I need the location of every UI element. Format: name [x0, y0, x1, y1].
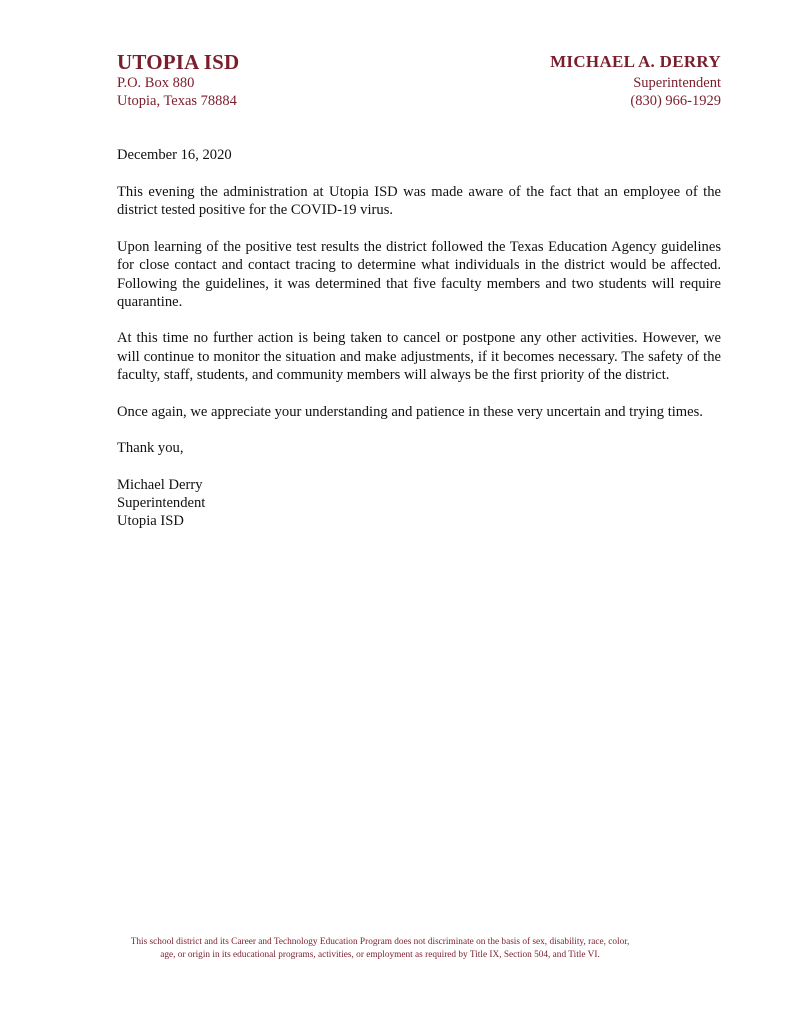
footer-line-1: This school district and its Career and Technology Education Program does not discriminate on the basis of sex, disability, race, color,	[130, 937, 630, 947]
letter-paragraph-1: This evening the administration at Utopia ISD was made aware of the fact that an employee of the district tested positive for the COVID-19 virus.	[117, 184, 721, 219]
superintendent-phone: (830) 966-1929	[630, 93, 721, 109]
signature-block	[117, 476, 721, 531]
superintendent-title: Superintendent	[633, 75, 721, 91]
letter-paragraph-3: At this time no further action is being taken to cancel or postpone any other activities. However, we will continue to monitor the situation and make adjustments, if it becomes necessary. The safety of the faculty, staff, students, and community members will always be the first priority of the district.	[117, 330, 721, 383]
footer-line-2: age, or origin in its educational programs, activities, or employment as required by Title IX, Section 504, and Title VI.	[160, 949, 600, 960]
district-address-line1: P.O. Box 880	[117, 75, 195, 91]
letter-date: December 16, 2020	[117, 147, 232, 163]
letterhead	[117, 50, 721, 112]
district-address-line2: Utopia, Texas 78884	[117, 93, 237, 109]
signature-name: Michael Derry	[117, 476, 203, 493]
signature-title: Superintendent	[117, 495, 206, 512]
superintendent-name: MICHAEL A. DERRY	[550, 52, 721, 71]
letter-paragraph-4: Once again, we appreciate your understanding and patience in these very uncertain and trying times.	[117, 403, 703, 420]
letter-closing: Thank you,	[117, 440, 184, 457]
letter-paragraph-2: Upon learning of the positive test results the district followed the Texas Education Agency guidelines for close contact and contact tracing to determine what individuals in the district would be affected. Following the guidelines, it was determined that five faculty members and two students will require quarantine.	[117, 239, 721, 310]
signature-organization: Utopia ISD	[117, 513, 184, 530]
district-name: UTOPIA ISD	[117, 50, 240, 74]
nondiscrimination-footer	[60, 936, 700, 961]
letter-body	[117, 146, 721, 531]
superintendent-info	[550, 50, 721, 110]
district-info	[117, 50, 239, 110]
